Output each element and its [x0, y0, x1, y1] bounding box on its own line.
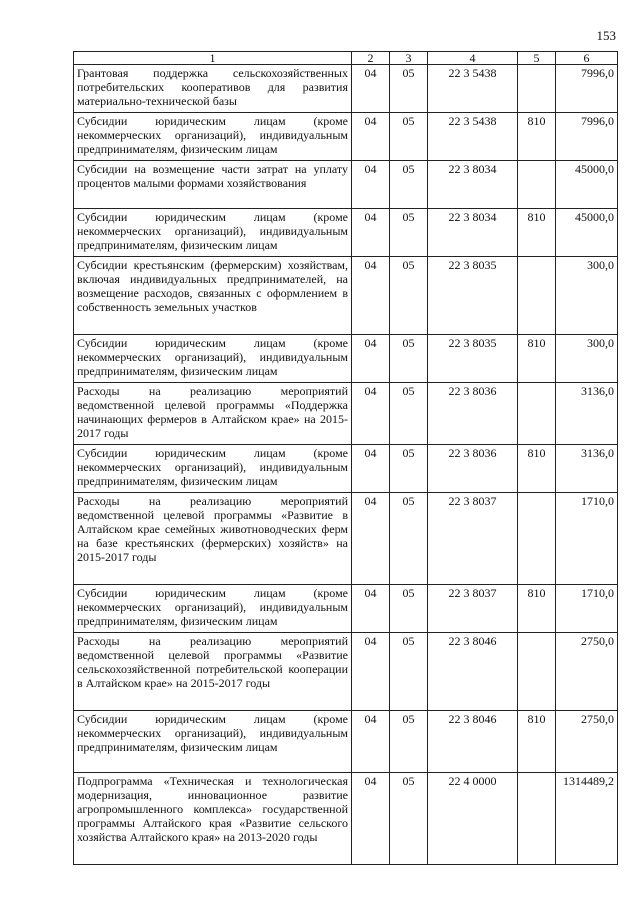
- row-target-article: 22 3 8034: [428, 161, 518, 209]
- row-section: 04: [352, 257, 390, 335]
- row-subsection: 05: [390, 585, 428, 633]
- row-amount: 3136,0: [556, 445, 618, 493]
- row-target-article: 22 3 5438: [428, 65, 518, 113]
- row-name: Субсидии на возмещение части затрат на уплату процентов малыми формами хозяйствования: [74, 161, 352, 209]
- row-target-article: 22 3 8036: [428, 383, 518, 445]
- row-target-article: 22 3 8046: [428, 711, 518, 773]
- header-row: [74, 52, 618, 65]
- row-section: 04: [352, 113, 390, 161]
- row-expense-type: 810: [518, 585, 556, 633]
- row-expense-type: [518, 633, 556, 711]
- table-row: [74, 711, 618, 773]
- row-name: Грантовая поддержка сельскохозяйственных потребительских кооперативов для развития материально-технической базы: [74, 65, 352, 113]
- page-number: 153: [596, 28, 616, 43]
- table-row: [74, 773, 618, 865]
- row-name: Расходы на реализацию мероприятий ведомственной целевой программы «Развитие в Алтайском крае семейных животноводческих ферм на базе крестьянских (фермерских) хозяйств» на 2015-2017 годы: [74, 493, 352, 585]
- row-name: Субсидии юридическим лицам (кроме некоммерческих организаций), индивидуальным предпринимателям, физическим лицам: [74, 113, 352, 161]
- row-subsection: 05: [390, 257, 428, 335]
- table-row: [74, 445, 618, 493]
- row-subsection: 05: [390, 209, 428, 257]
- row-name: Подпрограмма «Техническая и технологическая модернизация, инновационное развитие агропромышленного комплекса» государственной программы Алтайского края «Развитие сельского хозяйства Алтайского края» на 2013-2020 годы: [74, 773, 352, 865]
- row-expense-type: 810: [518, 113, 556, 161]
- row-expense-type: 810: [518, 335, 556, 383]
- row-section: 04: [352, 335, 390, 383]
- row-expense-type: [518, 493, 556, 585]
- row-name: Субсидии юридическим лицам (кроме некоммерческих организаций), индивидуальным предпринимателям, физическим лицам: [74, 585, 352, 633]
- row-amount: 2750,0: [556, 633, 618, 711]
- row-name: Расходы на реализацию мероприятий ведомственной целевой программы «Поддержка начинающих фермеров в Алтайском крае» на 2015-2017 годы: [74, 383, 352, 445]
- row-subsection: 05: [390, 65, 428, 113]
- row-amount: 7996,0: [556, 113, 618, 161]
- row-amount: 45000,0: [556, 209, 618, 257]
- row-expense-type: [518, 161, 556, 209]
- row-expense-type: [518, 383, 556, 445]
- row-subsection: 05: [390, 633, 428, 711]
- column-header-4: 4: [428, 52, 518, 65]
- row-amount: 300,0: [556, 257, 618, 335]
- table-row: [74, 633, 618, 711]
- row-name: Субсидии юридическим лицам (кроме некоммерческих организаций), индивидуальным предпринимателям, физическим лицам: [74, 445, 352, 493]
- table-row: [74, 209, 618, 257]
- row-name: Расходы на реализацию мероприятий ведомственной целевой программы «Развитие сельскохозяйственной потребительской кооперации в Алтайском крае» на 2015-2017 годы: [74, 633, 352, 711]
- row-section: 04: [352, 445, 390, 493]
- table-row: [74, 257, 618, 335]
- row-section: 04: [352, 633, 390, 711]
- row-amount: 1710,0: [556, 493, 618, 585]
- row-target-article: 22 3 8037: [428, 585, 518, 633]
- row-section: 04: [352, 711, 390, 773]
- row-subsection: 05: [390, 383, 428, 445]
- row-amount: 3136,0: [556, 383, 618, 445]
- row-section: 04: [352, 65, 390, 113]
- table-row: [74, 335, 618, 383]
- row-target-article: 22 3 8036: [428, 445, 518, 493]
- row-target-article: 22 4 0000: [428, 773, 518, 865]
- row-target-article: 22 3 8035: [428, 335, 518, 383]
- row-expense-type: [518, 773, 556, 865]
- row-amount: 300,0: [556, 335, 618, 383]
- table-row: [74, 383, 618, 445]
- row-subsection: 05: [390, 711, 428, 773]
- row-subsection: 05: [390, 161, 428, 209]
- column-header-1: 1: [74, 52, 352, 65]
- row-target-article: 22 3 8046: [428, 633, 518, 711]
- row-name: Субсидии юридическим лицам (кроме некоммерческих организаций), индивидуальным предпринимателям, физическим лицам: [74, 335, 352, 383]
- row-subsection: 05: [390, 493, 428, 585]
- row-expense-type: 810: [518, 445, 556, 493]
- row-target-article: 22 3 8037: [428, 493, 518, 585]
- row-target-article: 22 3 8034: [428, 209, 518, 257]
- row-amount: 7996,0: [556, 65, 618, 113]
- column-header-5: 5: [518, 52, 556, 65]
- row-section: 04: [352, 161, 390, 209]
- table-row: [74, 585, 618, 633]
- row-expense-type: 810: [518, 711, 556, 773]
- column-header-2: 2: [352, 52, 390, 65]
- row-name: Субсидии юридическим лицам (кроме некоммерческих организаций), индивидуальным предпринимателям, физическим лицам: [74, 711, 352, 773]
- table-row: [74, 161, 618, 209]
- row-amount: 1314489,2: [556, 773, 618, 865]
- row-section: 04: [352, 585, 390, 633]
- column-header-6: 6: [556, 52, 618, 65]
- row-section: 04: [352, 209, 390, 257]
- row-amount: 1710,0: [556, 585, 618, 633]
- row-expense-type: [518, 257, 556, 335]
- row-subsection: 05: [390, 335, 428, 383]
- row-expense-type: [518, 65, 556, 113]
- budget-table: [73, 51, 618, 865]
- table-row: [74, 65, 618, 113]
- row-target-article: 22 3 5438: [428, 113, 518, 161]
- row-subsection: 05: [390, 445, 428, 493]
- row-amount: 2750,0: [556, 711, 618, 773]
- column-header-3: 3: [390, 52, 428, 65]
- row-subsection: 05: [390, 773, 428, 865]
- row-subsection: 05: [390, 113, 428, 161]
- row-section: 04: [352, 493, 390, 585]
- table-row: [74, 493, 618, 585]
- row-section: 04: [352, 773, 390, 865]
- row-amount: 45000,0: [556, 161, 618, 209]
- row-target-article: 22 3 8035: [428, 257, 518, 335]
- row-name: Субсидии крестьянским (фермерским) хозяйствам, включая индивидуальных предпринимателей, на возмещение расходов, связанных с оформлением в собственность земельных участков: [74, 257, 352, 335]
- row-section: 04: [352, 383, 390, 445]
- row-expense-type: 810: [518, 209, 556, 257]
- table-row: [74, 113, 618, 161]
- row-name: Субсидии юридическим лицам (кроме некоммерческих организаций), индивидуальным предпринимателям, физическим лицам: [74, 209, 352, 257]
